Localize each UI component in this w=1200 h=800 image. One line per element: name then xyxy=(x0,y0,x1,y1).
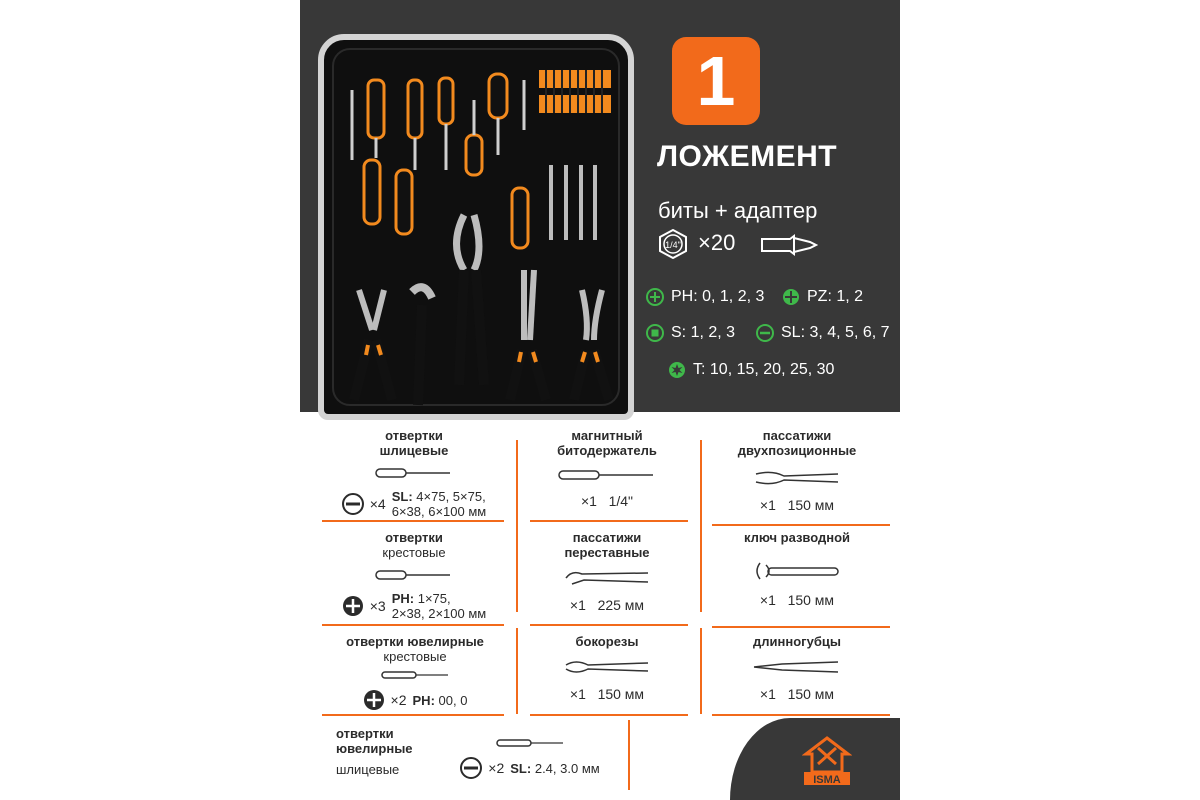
set-number-badge: 1 xyxy=(672,37,760,125)
spec-pz-label: PZ: 1, 2 xyxy=(807,288,864,305)
cross-circle-icon xyxy=(646,288,664,306)
divider xyxy=(322,714,504,716)
pozi-circle-icon xyxy=(782,288,800,306)
longnose-pliers-icon xyxy=(752,657,842,677)
divider xyxy=(700,440,702,612)
item-slipjoint-pliers: пассатижи переставные ×1 225 мм xyxy=(532,530,682,613)
product-card xyxy=(300,0,900,800)
slot-icon xyxy=(342,493,364,515)
divider xyxy=(712,714,890,716)
divider xyxy=(516,628,518,714)
item-phillips-screwdrivers: отвертки крестовые ×3 PH: 1×75, 2×38, 2×100 мм xyxy=(324,530,504,621)
slot-circle-icon xyxy=(756,324,774,342)
spec-t-label: T: 10, 15, 20, 25, 30 xyxy=(693,361,835,378)
cutters-icon xyxy=(562,657,652,677)
page-title: ЛОЖЕМЕНТ xyxy=(657,140,838,173)
divider xyxy=(530,624,688,626)
item-longnose-pliers: длинногубцы ×1 150 мм xyxy=(753,634,841,702)
spec-pz xyxy=(782,288,863,306)
divider xyxy=(712,524,890,526)
spec-t xyxy=(668,361,834,379)
bits-label: биты + адаптер xyxy=(658,198,818,223)
item-adjustable-wrench: ключ разводной ×1 150 мм xyxy=(743,530,851,608)
jeweler-screwdriver-icon xyxy=(495,738,565,748)
hex-quarter-icon xyxy=(658,229,688,259)
svg-text:ISMA: ISMA xyxy=(813,774,841,786)
brand-logo xyxy=(802,734,852,786)
item-side-cutters: бокорезы ×1 150 мм xyxy=(532,634,682,702)
divider xyxy=(322,624,504,626)
torx-circle-icon xyxy=(668,361,686,379)
item-jeweler-slotted-spec: ×2 SL: 2.4, 3.0 мм xyxy=(450,738,610,779)
cross-icon xyxy=(363,689,385,711)
divider xyxy=(516,440,518,612)
spec-ph xyxy=(646,288,764,306)
spec-s xyxy=(646,324,735,342)
slipjoint-pliers-icon xyxy=(562,568,652,588)
item-jeweler-slotted: отвертки ювелирные шлицевые xyxy=(336,726,413,777)
jeweler-screwdriver-icon xyxy=(380,670,450,680)
wrench-icon xyxy=(752,559,842,583)
screwdriver-icon xyxy=(374,466,454,480)
item-pliers-2pos: пассатижи двухпозиционные ×1 150 мм xyxy=(737,428,857,513)
tools-illustration xyxy=(324,40,628,414)
bit-icon xyxy=(760,234,818,256)
spec-ph-label: PH: 0, 1, 2, 3 xyxy=(671,288,765,305)
top-section xyxy=(300,0,900,412)
pliers-icon xyxy=(752,468,842,488)
item-slotted-screwdrivers: отвертки шлицевые ×4 SL: 4×75, 5×75, 6×38, 6×100 мм xyxy=(324,428,504,519)
cross-icon xyxy=(342,595,364,617)
divider xyxy=(628,720,630,790)
square-circle-icon xyxy=(646,324,664,342)
spec-sl xyxy=(756,324,890,342)
svg-text:1/4": 1/4" xyxy=(665,240,681,250)
spec-s-label: S: 1, 2, 3 xyxy=(671,324,736,341)
screwdriver-icon xyxy=(374,568,454,582)
divider xyxy=(322,520,504,522)
divider xyxy=(530,714,688,716)
divider xyxy=(530,520,688,522)
divider xyxy=(712,626,890,628)
slot-icon xyxy=(460,757,482,779)
bitholder-icon xyxy=(557,468,657,482)
spec-sl-label: SL: 3, 4, 5, 6, 7 xyxy=(781,324,890,341)
bits-count: ×20 xyxy=(698,230,736,255)
item-bitholder: магнитный битодержатель ×1 1/4" xyxy=(557,428,657,509)
divider xyxy=(700,628,702,714)
tool-tray-image xyxy=(318,34,634,420)
item-jeweler-phillips: отвертки ювелирные крестовые ×2 PH: 00, 0 xyxy=(320,634,510,711)
